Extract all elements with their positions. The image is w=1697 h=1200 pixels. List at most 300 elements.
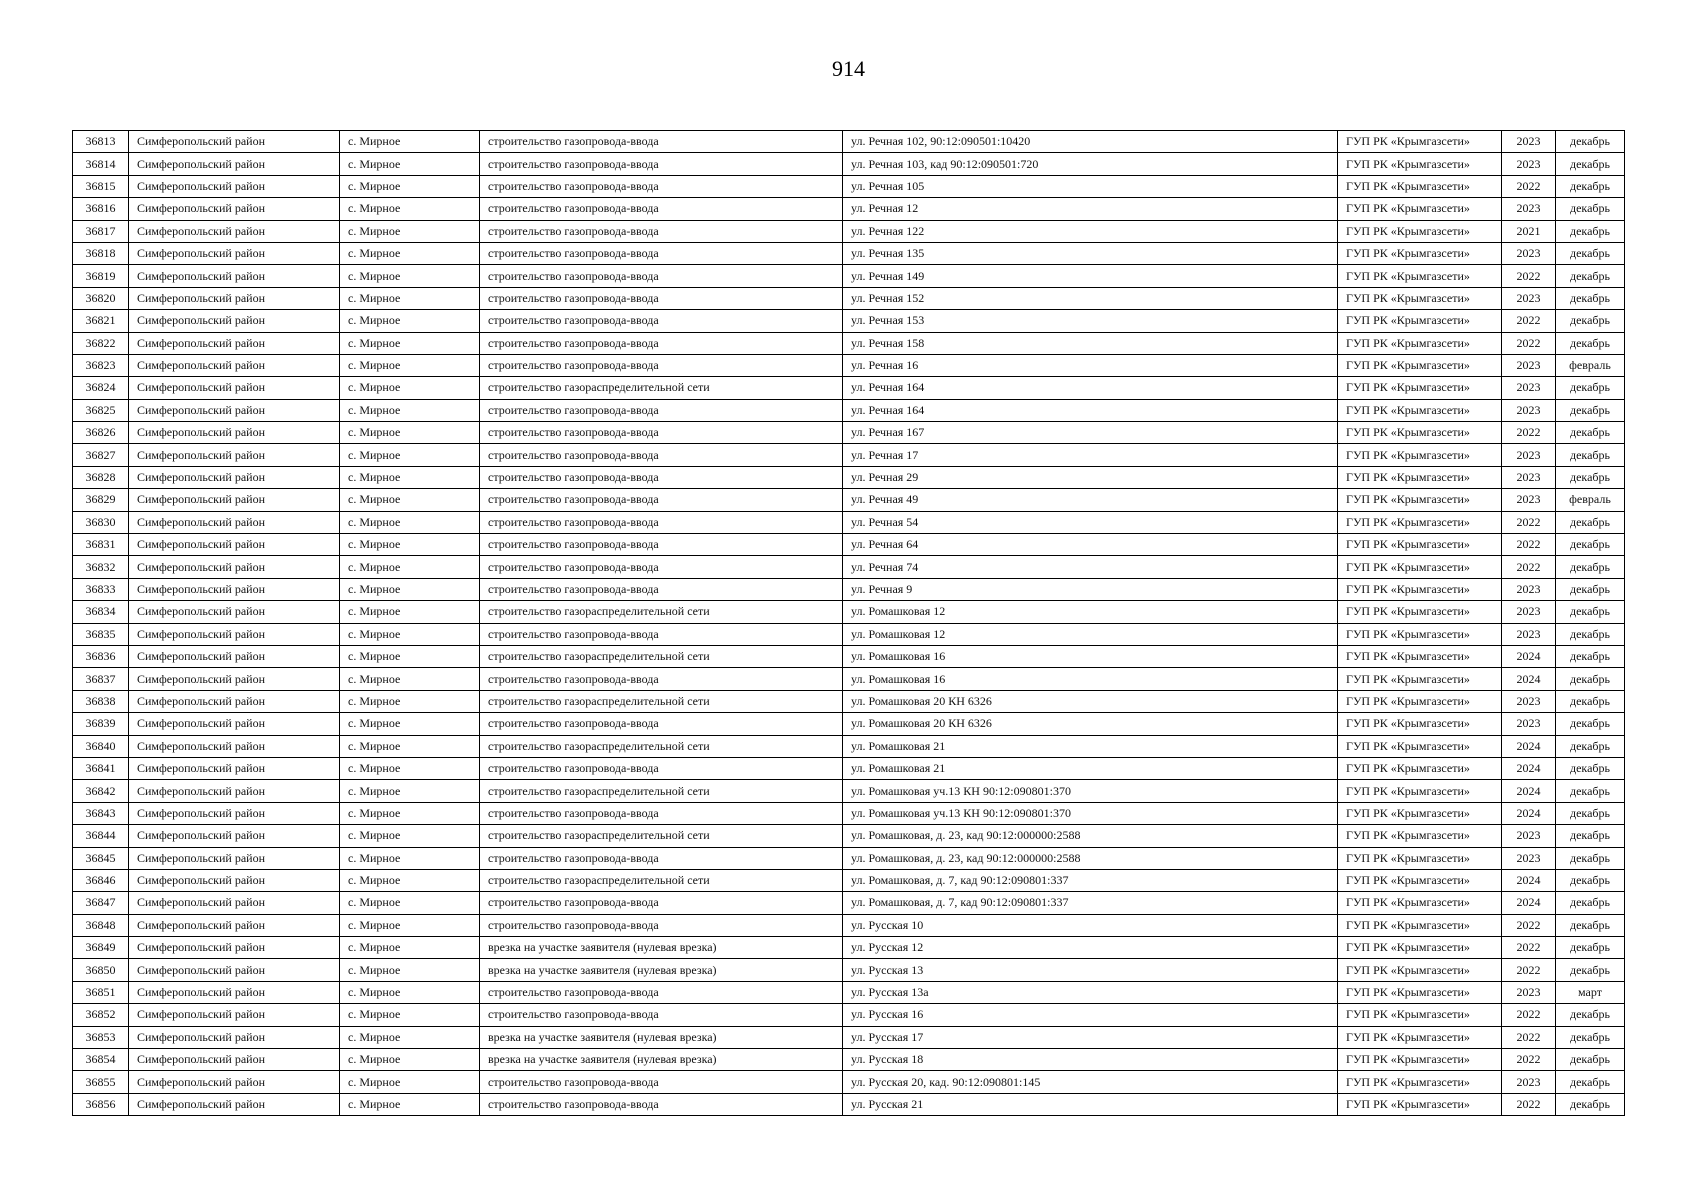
cell-month: декабрь <box>1556 735 1625 757</box>
cell-month: декабрь <box>1556 287 1625 309</box>
cell-row-number: 36818 <box>73 242 129 264</box>
cell-row-number: 36821 <box>73 310 129 332</box>
cell-month: декабрь <box>1556 914 1625 936</box>
cell-settlement: с. Мирное <box>340 1049 480 1071</box>
table-row <box>73 511 1625 533</box>
table-row <box>73 399 1625 421</box>
cell-month: декабрь <box>1556 444 1625 466</box>
table-row <box>73 1071 1625 1093</box>
cell-address: ул. Ромашковая 16 <box>843 645 1338 667</box>
cell-month: декабрь <box>1556 1004 1625 1026</box>
cell-year: 2022 <box>1502 310 1556 332</box>
cell-work-type: строительство газопровода-ввода <box>480 713 843 735</box>
cell-work-type: строительство газопровода-ввода <box>480 892 843 914</box>
cell-row-number: 36830 <box>73 511 129 533</box>
cell-year: 2024 <box>1502 869 1556 891</box>
cell-year: 2022 <box>1502 914 1556 936</box>
cell-work-type: строительство газопровода-ввода <box>480 242 843 264</box>
cell-row-number: 36834 <box>73 601 129 623</box>
registry-table <box>72 130 1625 1116</box>
cell-month: декабрь <box>1556 825 1625 847</box>
cell-year: 2023 <box>1502 623 1556 645</box>
cell-settlement: с. Мирное <box>340 534 480 556</box>
cell-work-type: врезка на участке заявителя (нулевая врезка) <box>480 1049 843 1071</box>
cell-organization: ГУП РК «Крымгазсети» <box>1338 713 1502 735</box>
cell-work-type: строительство газопровода-ввода <box>480 847 843 869</box>
cell-year: 2023 <box>1502 578 1556 600</box>
cell-organization: ГУП РК «Крымгазсети» <box>1338 377 1502 399</box>
cell-address: ул. Русская 16 <box>843 1004 1338 1026</box>
cell-district: Симферопольский район <box>129 444 340 466</box>
table-row <box>73 1026 1625 1048</box>
cell-settlement: с. Мирное <box>340 1004 480 1026</box>
cell-row-number: 36828 <box>73 466 129 488</box>
table-row <box>73 556 1625 578</box>
table-row <box>73 713 1625 735</box>
cell-settlement: с. Мирное <box>340 892 480 914</box>
cell-row-number: 36853 <box>73 1026 129 1048</box>
cell-year: 2024 <box>1502 668 1556 690</box>
cell-settlement: с. Мирное <box>340 937 480 959</box>
cell-work-type: врезка на участке заявителя (нулевая врезка) <box>480 937 843 959</box>
cell-organization: ГУП РК «Крымгазсети» <box>1338 242 1502 264</box>
cell-organization: ГУП РК «Крымгазсети» <box>1338 198 1502 220</box>
cell-settlement: с. Мирное <box>340 1093 480 1115</box>
cell-organization: ГУП РК «Крымгазсети» <box>1338 645 1502 667</box>
cell-year: 2023 <box>1502 131 1556 153</box>
cell-month: декабрь <box>1556 645 1625 667</box>
cell-address: ул. Ромашковая 21 <box>843 757 1338 779</box>
cell-year: 2022 <box>1502 1093 1556 1115</box>
cell-address: ул. Ромашковая, д. 23, кад 90:12:000000:2588 <box>843 847 1338 869</box>
cell-address: ул. Русская 10 <box>843 914 1338 936</box>
cell-organization: ГУП РК «Крымгазсети» <box>1338 556 1502 578</box>
cell-settlement: с. Мирное <box>340 802 480 824</box>
cell-address: ул. Речная 74 <box>843 556 1338 578</box>
table-row <box>73 802 1625 824</box>
cell-month: декабрь <box>1556 780 1625 802</box>
cell-organization: ГУП РК «Крымгазсети» <box>1338 892 1502 914</box>
table-row <box>73 153 1625 175</box>
cell-year: 2022 <box>1502 556 1556 578</box>
cell-organization: ГУП РК «Крымгазсети» <box>1338 578 1502 600</box>
cell-address: ул. Русская 18 <box>843 1049 1338 1071</box>
cell-district: Симферопольский район <box>129 198 340 220</box>
cell-district: Симферопольский район <box>129 959 340 981</box>
cell-district: Симферопольский район <box>129 511 340 533</box>
cell-work-type: строительство газопровода-ввода <box>480 981 843 1003</box>
cell-month: декабрь <box>1556 220 1625 242</box>
cell-work-type: строительство газопровода-ввода <box>480 153 843 175</box>
cell-month: декабрь <box>1556 713 1625 735</box>
table-row <box>73 175 1625 197</box>
cell-work-type: строительство газопровода-ввода <box>480 422 843 444</box>
cell-work-type: строительство газопровода-ввода <box>480 310 843 332</box>
cell-address: ул. Речная 102, 90:12:090501:10420 <box>843 131 1338 153</box>
cell-address: ул. Ромашковая уч.13 КН 90:12:090801:370 <box>843 780 1338 802</box>
cell-year: 2024 <box>1502 802 1556 824</box>
cell-address: ул. Русская 13а <box>843 981 1338 1003</box>
cell-year: 2023 <box>1502 1071 1556 1093</box>
cell-settlement: с. Мирное <box>340 153 480 175</box>
cell-district: Симферопольский район <box>129 1093 340 1115</box>
cell-month: декабрь <box>1556 332 1625 354</box>
cell-settlement: с. Мирное <box>340 131 480 153</box>
cell-organization: ГУП РК «Крымгазсети» <box>1338 354 1502 376</box>
cell-work-type: строительство газопровода-ввода <box>480 332 843 354</box>
cell-organization: ГУП РК «Крымгазсети» <box>1338 690 1502 712</box>
cell-address: ул. Ромашковая 21 <box>843 735 1338 757</box>
cell-year: 2022 <box>1502 422 1556 444</box>
table-row <box>73 466 1625 488</box>
cell-district: Симферопольский район <box>129 825 340 847</box>
cell-year: 2022 <box>1502 332 1556 354</box>
table-row <box>73 668 1625 690</box>
cell-row-number: 36814 <box>73 153 129 175</box>
cell-row-number: 36836 <box>73 645 129 667</box>
cell-address: ул. Речная 9 <box>843 578 1338 600</box>
cell-district: Симферопольский район <box>129 556 340 578</box>
table-row <box>73 131 1625 153</box>
cell-row-number: 36835 <box>73 623 129 645</box>
cell-address: ул. Речная 29 <box>843 466 1338 488</box>
cell-row-number: 36854 <box>73 1049 129 1071</box>
table-row <box>73 780 1625 802</box>
cell-work-type: строительство газопровода-ввода <box>480 287 843 309</box>
cell-work-type: строительство газораспределительной сети <box>480 377 843 399</box>
cell-row-number: 36823 <box>73 354 129 376</box>
cell-organization: ГУП РК «Крымгазсети» <box>1338 937 1502 959</box>
cell-district: Симферопольский район <box>129 489 340 511</box>
cell-work-type: строительство газораспределительной сети <box>480 690 843 712</box>
cell-settlement: с. Мирное <box>340 713 480 735</box>
cell-work-type: строительство газопровода-ввода <box>480 534 843 556</box>
cell-year: 2023 <box>1502 377 1556 399</box>
cell-district: Симферопольский район <box>129 802 340 824</box>
cell-address: ул. Ромашковая, д. 23, кад 90:12:000000:2588 <box>843 825 1338 847</box>
cell-month: декабрь <box>1556 265 1625 287</box>
cell-month: декабрь <box>1556 556 1625 578</box>
cell-year: 2023 <box>1502 198 1556 220</box>
cell-district: Симферопольский район <box>129 981 340 1003</box>
cell-month: декабрь <box>1556 422 1625 444</box>
cell-month: декабрь <box>1556 959 1625 981</box>
cell-row-number: 36840 <box>73 735 129 757</box>
cell-district: Симферопольский район <box>129 623 340 645</box>
cell-month: декабрь <box>1556 869 1625 891</box>
cell-district: Симферопольский район <box>129 175 340 197</box>
cell-work-type: строительство газопровода-ввода <box>480 175 843 197</box>
cell-district: Симферопольский район <box>129 601 340 623</box>
cell-year: 2023 <box>1502 287 1556 309</box>
cell-month: декабрь <box>1556 1093 1625 1115</box>
cell-district: Симферопольский район <box>129 757 340 779</box>
cell-settlement: с. Мирное <box>340 220 480 242</box>
cell-address: ул. Ромашковая 20 КН 6326 <box>843 690 1338 712</box>
cell-organization: ГУП РК «Крымгазсети» <box>1338 220 1502 242</box>
cell-district: Симферопольский район <box>129 847 340 869</box>
cell-settlement: с. Мирное <box>340 690 480 712</box>
cell-year: 2022 <box>1502 1026 1556 1048</box>
cell-year: 2024 <box>1502 645 1556 667</box>
cell-month: март <box>1556 981 1625 1003</box>
cell-month: декабрь <box>1556 198 1625 220</box>
cell-district: Симферопольский район <box>129 869 340 891</box>
cell-row-number: 36826 <box>73 422 129 444</box>
cell-row-number: 36813 <box>73 131 129 153</box>
cell-organization: ГУП РК «Крымгазсети» <box>1338 869 1502 891</box>
cell-year: 2024 <box>1502 780 1556 802</box>
cell-work-type: строительство газопровода-ввода <box>480 511 843 533</box>
cell-settlement: с. Мирное <box>340 422 480 444</box>
cell-row-number: 36847 <box>73 892 129 914</box>
cell-address: ул. Ромашковая 12 <box>843 601 1338 623</box>
cell-row-number: 36851 <box>73 981 129 1003</box>
cell-year: 2024 <box>1502 735 1556 757</box>
cell-district: Симферопольский район <box>129 892 340 914</box>
cell-address: ул. Ромашковая, д. 7, кад 90:12:090801:337 <box>843 869 1338 891</box>
table-row <box>73 534 1625 556</box>
cell-address: ул. Речная 12 <box>843 198 1338 220</box>
cell-organization: ГУП РК «Крымгазсети» <box>1338 825 1502 847</box>
cell-settlement: с. Мирное <box>340 556 480 578</box>
table-row <box>73 220 1625 242</box>
cell-year: 2022 <box>1502 511 1556 533</box>
cell-district: Симферопольский район <box>129 578 340 600</box>
cell-district: Симферопольский район <box>129 220 340 242</box>
cell-year: 2023 <box>1502 825 1556 847</box>
cell-settlement: с. Мирное <box>340 623 480 645</box>
cell-settlement: с. Мирное <box>340 735 480 757</box>
cell-address: ул. Русская 17 <box>843 1026 1338 1048</box>
cell-work-type: врезка на участке заявителя (нулевая врезка) <box>480 959 843 981</box>
table-row <box>73 825 1625 847</box>
cell-month: декабрь <box>1556 175 1625 197</box>
cell-row-number: 36829 <box>73 489 129 511</box>
cell-row-number: 36838 <box>73 690 129 712</box>
cell-settlement: с. Мирное <box>340 1071 480 1093</box>
cell-organization: ГУП РК «Крымгазсети» <box>1338 1093 1502 1115</box>
cell-settlement: с. Мирное <box>340 332 480 354</box>
cell-month: декабрь <box>1556 131 1625 153</box>
cell-row-number: 36850 <box>73 959 129 981</box>
cell-settlement: с. Мирное <box>340 914 480 936</box>
cell-district: Симферопольский район <box>129 1071 340 1093</box>
cell-settlement: с. Мирное <box>340 175 480 197</box>
cell-district: Симферопольский район <box>129 310 340 332</box>
cell-district: Симферопольский район <box>129 1026 340 1048</box>
cell-settlement: с. Мирное <box>340 825 480 847</box>
cell-row-number: 36837 <box>73 668 129 690</box>
cell-work-type: строительство газораспределительной сети <box>480 780 843 802</box>
cell-organization: ГУП РК «Крымгазсети» <box>1338 466 1502 488</box>
cell-work-type: врезка на участке заявителя (нулевая врезка) <box>480 1026 843 1048</box>
cell-district: Симферопольский район <box>129 668 340 690</box>
cell-district: Симферопольский район <box>129 645 340 667</box>
cell-work-type: строительство газопровода-ввода <box>480 1093 843 1115</box>
table-row <box>73 645 1625 667</box>
cell-year: 2021 <box>1502 220 1556 242</box>
cell-month: декабрь <box>1556 623 1625 645</box>
table-row <box>73 242 1625 264</box>
cell-row-number: 36831 <box>73 534 129 556</box>
table-row <box>73 914 1625 936</box>
cell-settlement: с. Мирное <box>340 310 480 332</box>
cell-district: Симферопольский район <box>129 377 340 399</box>
cell-settlement: с. Мирное <box>340 668 480 690</box>
cell-organization: ГУП РК «Крымгазсети» <box>1338 332 1502 354</box>
cell-year: 2023 <box>1502 466 1556 488</box>
cell-organization: ГУП РК «Крымгазсети» <box>1338 1071 1502 1093</box>
cell-organization: ГУП РК «Крымгазсети» <box>1338 1026 1502 1048</box>
cell-address: ул. Речная 158 <box>843 332 1338 354</box>
cell-address: ул. Речная 49 <box>843 489 1338 511</box>
cell-district: Симферопольский район <box>129 242 340 264</box>
cell-address: ул. Речная 122 <box>843 220 1338 242</box>
cell-work-type: строительство газопровода-ввода <box>480 668 843 690</box>
cell-row-number: 36848 <box>73 914 129 936</box>
cell-year: 2023 <box>1502 444 1556 466</box>
cell-settlement: с. Мирное <box>340 287 480 309</box>
cell-organization: ГУП РК «Крымгазсети» <box>1338 422 1502 444</box>
cell-organization: ГУП РК «Крымгазсети» <box>1338 131 1502 153</box>
table-row <box>73 937 1625 959</box>
cell-organization: ГУП РК «Крымгазсети» <box>1338 780 1502 802</box>
table-row <box>73 310 1625 332</box>
cell-settlement: с. Мирное <box>340 444 480 466</box>
cell-district: Симферопольский район <box>129 713 340 735</box>
cell-address: ул. Речная 164 <box>843 399 1338 421</box>
cell-address: ул. Речная 16 <box>843 354 1338 376</box>
cell-year: 2022 <box>1502 1004 1556 1026</box>
table-row <box>73 959 1625 981</box>
cell-address: ул. Ромашковая, д. 7, кад 90:12:090801:337 <box>843 892 1338 914</box>
cell-work-type: строительство газопровода-ввода <box>480 578 843 600</box>
cell-row-number: 36833 <box>73 578 129 600</box>
table-row <box>73 869 1625 891</box>
cell-work-type: строительство газопровода-ввода <box>480 198 843 220</box>
cell-district: Симферопольский район <box>129 153 340 175</box>
table-row <box>73 601 1625 623</box>
cell-row-number: 36852 <box>73 1004 129 1026</box>
table-row <box>73 623 1625 645</box>
cell-address: ул. Русская 12 <box>843 937 1338 959</box>
cell-address: ул. Речная 103, кад 90:12:090501:720 <box>843 153 1338 175</box>
cell-year: 2024 <box>1502 757 1556 779</box>
cell-year: 2023 <box>1502 399 1556 421</box>
cell-work-type: строительство газопровода-ввода <box>480 623 843 645</box>
cell-work-type: строительство газопровода-ввода <box>480 556 843 578</box>
cell-work-type: строительство газопровода-ввода <box>480 1004 843 1026</box>
cell-year: 2023 <box>1502 354 1556 376</box>
table-row <box>73 377 1625 399</box>
cell-district: Симферопольский район <box>129 1004 340 1026</box>
cell-year: 2022 <box>1502 959 1556 981</box>
cell-row-number: 36839 <box>73 713 129 735</box>
table-row <box>73 892 1625 914</box>
cell-year: 2023 <box>1502 690 1556 712</box>
cell-address: ул. Речная 135 <box>843 242 1338 264</box>
cell-settlement: с. Мирное <box>340 959 480 981</box>
cell-row-number: 36827 <box>73 444 129 466</box>
cell-year: 2024 <box>1502 892 1556 914</box>
table-row <box>73 422 1625 444</box>
cell-address: ул. Русская 21 <box>843 1093 1338 1115</box>
cell-year: 2022 <box>1502 534 1556 556</box>
cell-row-number: 36816 <box>73 198 129 220</box>
cell-month: декабрь <box>1556 668 1625 690</box>
cell-organization: ГУП РК «Крымгазсети» <box>1338 399 1502 421</box>
cell-address: ул. Речная 149 <box>843 265 1338 287</box>
cell-organization: ГУП РК «Крымгазсети» <box>1338 914 1502 936</box>
cell-organization: ГУП РК «Крымгазсети» <box>1338 153 1502 175</box>
cell-month: декабрь <box>1556 802 1625 824</box>
table-row <box>73 735 1625 757</box>
cell-district: Симферопольский район <box>129 422 340 444</box>
cell-organization: ГУП РК «Крымгазсети» <box>1338 847 1502 869</box>
cell-district: Симферопольский район <box>129 1049 340 1071</box>
cell-organization: ГУП РК «Крымгазсети» <box>1338 444 1502 466</box>
cell-row-number: 36846 <box>73 869 129 891</box>
cell-row-number: 36815 <box>73 175 129 197</box>
cell-settlement: с. Мирное <box>340 869 480 891</box>
cell-row-number: 36855 <box>73 1071 129 1093</box>
cell-district: Симферопольский район <box>129 332 340 354</box>
table-row <box>73 444 1625 466</box>
cell-organization: ГУП РК «Крымгазсети» <box>1338 802 1502 824</box>
cell-month: декабрь <box>1556 534 1625 556</box>
cell-organization: ГУП РК «Крымгазсети» <box>1338 489 1502 511</box>
table-row <box>73 198 1625 220</box>
cell-year: 2023 <box>1502 981 1556 1003</box>
cell-address: ул. Речная 54 <box>843 511 1338 533</box>
table-row <box>73 847 1625 869</box>
cell-organization: ГУП РК «Крымгазсети» <box>1338 1049 1502 1071</box>
cell-settlement: с. Мирное <box>340 645 480 667</box>
cell-address: ул. Русская 13 <box>843 959 1338 981</box>
cell-organization: ГУП РК «Крымгазсети» <box>1338 735 1502 757</box>
cell-work-type: строительство газопровода-ввода <box>480 265 843 287</box>
cell-work-type: строительство газораспределительной сети <box>480 735 843 757</box>
cell-month: декабрь <box>1556 757 1625 779</box>
cell-work-type: строительство газопровода-ввода <box>480 757 843 779</box>
cell-organization: ГУП РК «Крымгазсети» <box>1338 668 1502 690</box>
cell-district: Симферопольский район <box>129 534 340 556</box>
cell-row-number: 36832 <box>73 556 129 578</box>
cell-district: Симферопольский район <box>129 937 340 959</box>
cell-month: декабрь <box>1556 892 1625 914</box>
cell-row-number: 36842 <box>73 780 129 802</box>
cell-row-number: 36843 <box>73 802 129 824</box>
cell-organization: ГУП РК «Крымгазсети» <box>1338 757 1502 779</box>
cell-work-type: строительство газопровода-ввода <box>480 131 843 153</box>
cell-address: ул. Ромашковая 12 <box>843 623 1338 645</box>
cell-work-type: строительство газораспределительной сети <box>480 825 843 847</box>
cell-year: 2022 <box>1502 175 1556 197</box>
cell-work-type: строительство газопровода-ввода <box>480 444 843 466</box>
cell-district: Симферопольский район <box>129 914 340 936</box>
cell-year: 2023 <box>1502 713 1556 735</box>
cell-work-type: строительство газопровода-ввода <box>480 220 843 242</box>
cell-work-type: строительство газораспределительной сети <box>480 645 843 667</box>
cell-work-type: строительство газопровода-ввода <box>480 914 843 936</box>
cell-month: декабрь <box>1556 1049 1625 1071</box>
cell-year: 2023 <box>1502 847 1556 869</box>
table-row <box>73 265 1625 287</box>
cell-district: Симферопольский район <box>129 354 340 376</box>
cell-row-number: 36817 <box>73 220 129 242</box>
cell-month: декабрь <box>1556 399 1625 421</box>
